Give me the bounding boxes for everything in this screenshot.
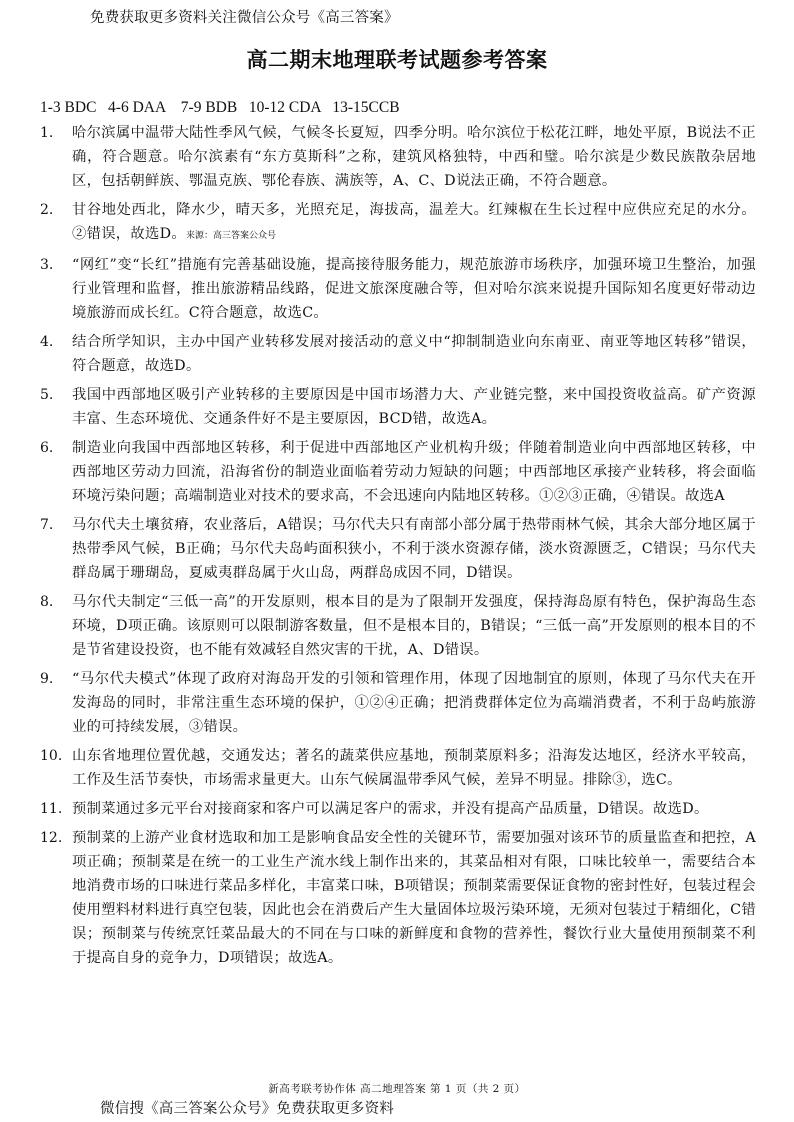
question-explanation: 我国中西部地区吸引产业转移的主要原因是中国市场潜力大、产业链完整，来中国投资收益高。矿产资源丰富、生态环境优、交通条件好不是主要原因，BCD错，故选A。	[72, 387, 756, 427]
question-item	[40, 667, 756, 739]
question-item	[40, 253, 756, 325]
question-explanation: 预制菜通过多元平台对接商家和客户可以满足客户的需求，并没有提高产品质量，D错误。故选D。	[72, 801, 709, 817]
question-explanation: “网红”变“长红”措施有完善基础设施，提高接待服务能力，规范旅游市场秩序，加强环境卫生整治，加强行业管理和监督，推出旅游精品线路，促进文旅深度融合等，但对哈尔滨来说提升国际知名度更好带动边境旅游而成长红。C符合题意，故选C。	[72, 257, 756, 321]
source-note: 来源：高三答案公众号	[185, 231, 276, 241]
question-number: 6.	[40, 440, 54, 456]
question-number: 8.	[40, 594, 54, 610]
question-item	[40, 826, 756, 970]
question-number: 1.	[40, 125, 54, 141]
answer-key-line: 1-3 BDC 4-6 DAA 7-9 BDB 10-12 CDA 13-15CCB	[40, 99, 400, 116]
question-number: 7.	[40, 517, 54, 533]
question-number: 10.	[40, 748, 63, 764]
explanation-list	[40, 121, 756, 975]
question-explanation	[72, 198, 756, 248]
question-explanation: 哈尔滨属中温带大陆性季风气候，气候冬长夏短，四季分明。哈尔滨位于松花江畔，地处平原，B说法不正确，符合题意。哈尔滨素有“东方莫斯科”之称，建筑风格独特，中西和璧。哈尔滨是少数民族散杂居地区，包括朝鲜族、鄂温克族、鄂伦春族、满族等，A、C、D说法正确，不符合题意。	[72, 125, 756, 189]
question-item	[40, 797, 756, 821]
question-number: 4.	[40, 334, 54, 350]
question-number: 3.	[40, 257, 54, 273]
question-explanation: “马尔代夫模式”体现了政府对海岛开发的引领和管理作用，体现了因地制宜的原则，体现了马尔代夫在开发海岛的同时，非常注重生态环境的保护，①②④正确；把消费群体定位为高端消费者，不利于岛屿旅游业的可持续发展，③错误。	[72, 671, 756, 735]
question-explanation: 山东省地理位置优越，交通发达；著名的蔬菜供应基地，预制菜原料多；沿海发达地区，经济水平较高，工作及生活节奏快，市场需求量更大。山东气候属温带季风气候，差异不明显。排除③，选C。	[72, 748, 756, 788]
page-title: 高二期末地理联考试题参考答案	[246, 48, 548, 72]
bottom-banner: 微信搜《高三答案公众号》免费获取更多资料	[100, 1101, 394, 1117]
page-footer: 新高考联考协作体 高二地理答案 第 1 页（共 2 页）	[268, 1083, 526, 1095]
question-explanation: 马尔代夫制定“三低一高”的开发原则，根本目的是为了限制开发强度，保持海岛原有特色，保护海岛生态环境，D项正确。该原则可以限制游客数量，但不是根本目的，B错误；“三低一高”开发原则的根本目的不是节省建设投资，也不能有效减轻自然灾害的干扰，A、D错误。	[72, 594, 756, 658]
question-explanation: 预制菜的上游产业食材选取和加工是影响食品安全性的关键环节，需要加强对该环节的质量监查和把控，A项正确；预制菜是在统一的工业生产流水线上制作出来的，其菜品相对有限，口味比较单一，需要结合本地消费市场的口味进行菜品多样化，丰富菜口味，B项错误；预制菜需要保证食物的密封性好，包装过程会使用塑料材料进行真空包装，因此也会在消费后产生大量固体垃圾污染环境，无须对包装过于精细化，C错误；预制菜与传统烹饪菜品最大的不同在与口味的新鲜度和食物的营养性，餐饮行业大量使用预制菜不利于提高自身的竞争力，D项错误；故选A。	[72, 830, 756, 966]
question-item	[40, 383, 756, 431]
question-item	[40, 198, 756, 248]
question-number: 11.	[40, 801, 63, 817]
question-number: 12.	[40, 830, 63, 846]
question-explanation-text: 甘谷地处西北，降水少，晴天多，光照充足，海拔高，温差大。红辣椒在生长过程中应供应充足的水分。②错误，故选D。	[72, 202, 756, 242]
question-number: 2.	[40, 202, 54, 218]
question-explanation: 结合所学知识，主办中国产业转移发展对接活动的意义中“抑制制造业向东南亚、南亚等地区转移”错误，符合题意，故选D。	[72, 334, 756, 374]
question-number: 5.	[40, 387, 54, 403]
question-explanation: 马尔代夫土壤贫瘠，农业落后，A错误；马尔代夫只有南部小部分属于热带雨林气候，其余大部分地区属于热带季风气候，B正确；马尔代夫岛屿面积狭小，不利于淡水资源存储，淡水资源匮乏，C错误；马尔代夫群岛属于珊瑚岛，夏威夷群岛属于火山岛，两群岛成因不同，D错误。	[72, 517, 756, 581]
question-explanation: 制造业向我国中西部地区转移，利于促进中西部地区产业机构升级；伴随着制造业向中西部地区转移，中西部地区劳动力回流，沿海省份的制造业面临着劳动力短缺的问题；中西部地区承接产业转移，将会面临环境污染问题；高端制造业对技术的要求高，不会迅速向内陆地区转移。①②③正确，④错误。故选A	[72, 440, 756, 504]
question-item	[40, 121, 756, 193]
question-item	[40, 330, 756, 378]
question-item	[40, 590, 756, 662]
question-item	[40, 436, 756, 508]
question-item	[40, 744, 756, 792]
question-number: 9.	[40, 671, 54, 687]
question-item	[40, 513, 756, 585]
header-banner: 免费获取更多资料关注微信公众号《高三答案》	[90, 10, 399, 26]
